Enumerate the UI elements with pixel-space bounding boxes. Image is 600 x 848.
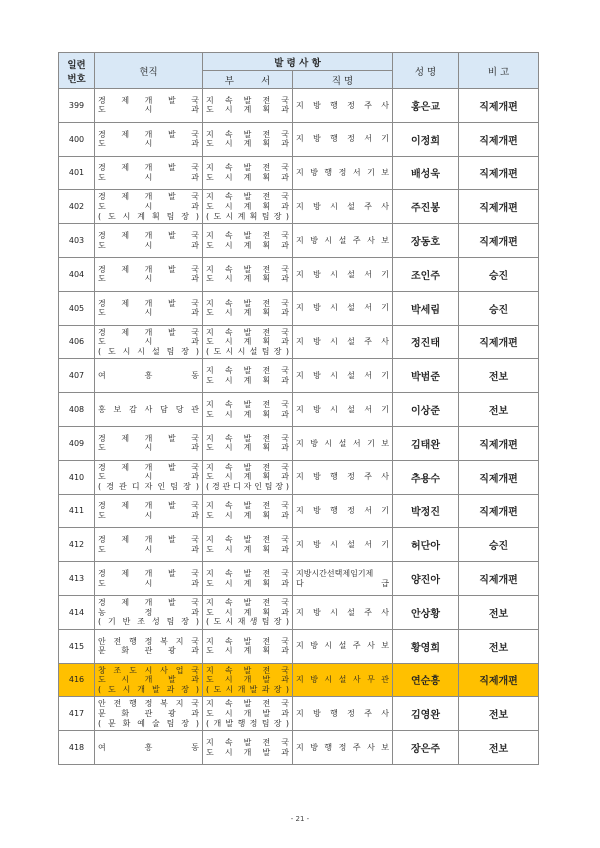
department-cell: 지 속 발 전 국 도 시 개 발 과 ( 도 시 개 발 과 장 ) <box>203 663 293 697</box>
table-row <box>59 562 539 596</box>
note-cell: 직제개편 <box>459 494 539 528</box>
current-post-header: 현직 <box>95 53 203 89</box>
note-cell: 직제개편 <box>459 460 539 494</box>
serial-cell: 408 <box>59 393 95 427</box>
department-cell: 지 속 발 전 국 도 시 계 획 과 <box>203 426 293 460</box>
serial-cell: 412 <box>59 528 95 562</box>
name-cell: 추용수 <box>393 460 459 494</box>
serial-cell: 399 <box>59 89 95 123</box>
table-row <box>59 190 539 224</box>
rank-cell: 지 방 행 정 주 사 <box>293 697 393 731</box>
current-post-cell: 경 제 개 발 국 도 시 과 ( 경 관 디 자 인 팀 장 ) <box>95 460 203 494</box>
note-header: 비 고 <box>459 53 539 89</box>
table-row <box>59 494 539 528</box>
appointment-header: 발 령 사 항 <box>203 53 393 71</box>
rank-cell: 지 방 시 설 서 기 <box>293 257 393 291</box>
table-row <box>59 89 539 123</box>
note-cell: 전보 <box>459 697 539 731</box>
department-cell: 지 속 발 전 국 도 시 계 획 과 <box>203 291 293 325</box>
rank-cell: 지 방 시 설 주 사 <box>293 595 393 629</box>
name-cell: 허단아 <box>393 528 459 562</box>
department-cell: 지 속 발 전 국 도 시 계 획 과 <box>203 89 293 123</box>
table-row <box>59 291 539 325</box>
current-post-cell: 경 제 개 발 국 도 시 과 <box>95 89 203 123</box>
current-post-cell: 경 제 개 발 국 도 시 과 <box>95 528 203 562</box>
rank-cell: 지 방 시 설 서 기 <box>293 393 393 427</box>
name-cell: 배성욱 <box>393 156 459 190</box>
name-cell: 장은주 <box>393 731 459 765</box>
serial-cell: 410 <box>59 460 95 494</box>
name-cell: 안상황 <box>393 595 459 629</box>
rank-cell: 지 방 행 정 주 사 <box>293 89 393 123</box>
department-header: 부 서 <box>203 71 293 89</box>
department-cell: 지 속 발 전 국 도 시 계 획 과 <box>203 629 293 663</box>
department-cell: 지 속 발 전 국 도 시 계 획 과 <box>203 122 293 156</box>
name-cell: 주진봉 <box>393 190 459 224</box>
department-cell: 지 속 발 전 국 도 시 개 발 과 ( 개 발 행 정 팀 장 ) <box>203 697 293 731</box>
serial-cell: 407 <box>59 359 95 393</box>
department-cell: 지 속 발 전 국 도 시 계 획 과 <box>203 393 293 427</box>
current-post-cell: 경 제 개 발 국 도 시 과 <box>95 426 203 460</box>
table-row <box>59 460 539 494</box>
serial-cell: 402 <box>59 190 95 224</box>
note-cell: 직제개편 <box>459 224 539 258</box>
department-cell: 지 속 발 전 국 도 시 계 획 과 <box>203 562 293 596</box>
rank-cell: 지 방 행 정 주 사 <box>293 460 393 494</box>
current-post-cell: 경 제 개 발 국 도 시 과 <box>95 257 203 291</box>
name-cell: 김태완 <box>393 426 459 460</box>
serial-cell: 401 <box>59 156 95 190</box>
department-cell: 지 속 발 전 국 도 시 계 획 과 <box>203 494 293 528</box>
serial-cell: 403 <box>59 224 95 258</box>
rank-cell: 지 방 행 정 서 기 <box>293 494 393 528</box>
department-cell: 지 속 발 전 국 도 시 계 획 과 ( 도 시 계 획 팀 장 ) <box>203 190 293 224</box>
name-cell: 박정진 <box>393 494 459 528</box>
table-row <box>59 393 539 427</box>
current-post-cell: 경 제 개 발 국 도 시 과 <box>95 291 203 325</box>
table-row <box>59 595 539 629</box>
serial-cell: 417 <box>59 697 95 731</box>
serial-cell: 409 <box>59 426 95 460</box>
note-cell: 전보 <box>459 595 539 629</box>
current-post-cell: 홍 보 감 사 담 당 관 <box>95 393 203 427</box>
department-cell: 지 속 발 전 국 도 시 계 획 과 <box>203 528 293 562</box>
table-row <box>59 257 539 291</box>
table-row <box>59 528 539 562</box>
note-cell: 직제개편 <box>459 156 539 190</box>
table-row <box>59 697 539 731</box>
rank-cell: 지 방 행 정 서 기 보 <box>293 156 393 190</box>
name-cell: 박범준 <box>393 359 459 393</box>
note-cell: 직제개편 <box>459 89 539 123</box>
note-cell: 승진 <box>459 257 539 291</box>
rank-cell: 지 방 시 설 주 사 보 <box>293 224 393 258</box>
serial-cell: 415 <box>59 629 95 663</box>
serial-cell: 405 <box>59 291 95 325</box>
rank-cell: 지 방 시 설 사 무 관 <box>293 663 393 697</box>
rank-cell: 지 방 시 설 서 기 보 <box>293 426 393 460</box>
note-cell: 승진 <box>459 291 539 325</box>
rank-cell: 지 방 시 설 주 사 <box>293 325 393 359</box>
department-cell: 지 속 발 전 국 도 시 계 획 과 <box>203 359 293 393</box>
rank-header: 직 명 <box>293 71 393 89</box>
current-post-cell: 경 제 개 발 국 도 시 과 <box>95 562 203 596</box>
current-post-cell: 안 전 행 정 복 지 국 문 화 관 광 과 <box>95 629 203 663</box>
table-row <box>59 359 539 393</box>
serial-cell: 404 <box>59 257 95 291</box>
current-post-cell: 경 제 개 발 국 도 시 과 <box>95 122 203 156</box>
current-post-cell: 경 제 개 발 국 도 시 과 <box>95 494 203 528</box>
serial-cell: 413 <box>59 562 95 596</box>
note-cell: 직제개편 <box>459 190 539 224</box>
name-cell: 조인주 <box>393 257 459 291</box>
table-row <box>59 629 539 663</box>
table-row <box>59 663 539 697</box>
current-post-cell: 여 흥 동 <box>95 359 203 393</box>
table-row <box>59 224 539 258</box>
rank-cell: 지 방 시 설 서 기 <box>293 528 393 562</box>
current-post-cell: 경 제 개 발 국 도 시 과 <box>95 224 203 258</box>
page-number: - 21 - <box>290 815 310 823</box>
note-cell: 전보 <box>459 359 539 393</box>
department-cell: 지 속 발 전 국 도 시 개 발 과 <box>203 731 293 765</box>
note-cell: 승진 <box>459 528 539 562</box>
table-row <box>59 156 539 190</box>
rank-cell: 지 방 시 설 서 기 <box>293 291 393 325</box>
current-post-cell: 경 제 개 발 국 도 시 과 ( 도 시 계 획 팀 장 ) <box>95 190 203 224</box>
serial-cell: 406 <box>59 325 95 359</box>
table-row <box>59 122 539 156</box>
rank-cell: 지 방 행 정 주 사 보 <box>293 731 393 765</box>
department-cell: 지 속 발 전 국 도 시 계 획 과 ( 도 시 시 설 팀 장 ) <box>203 325 293 359</box>
department-cell: 지 속 발 전 국 도 시 계 획 과 ( 경 관 디 자 인 팀 장 ) <box>203 460 293 494</box>
name-cell: 이상준 <box>393 393 459 427</box>
department-cell: 지 속 발 전 국 도 시 계 획 과 ( 도 시 재 생 팀 장 ) <box>203 595 293 629</box>
serial-cell: 418 <box>59 731 95 765</box>
rank-cell: 지 방 행 정 서 기 <box>293 122 393 156</box>
name-cell: 황영희 <box>393 629 459 663</box>
department-cell: 지 속 발 전 국 도 시 계 획 과 <box>203 156 293 190</box>
department-cell: 지 속 발 전 국 도 시 계 획 과 <box>203 224 293 258</box>
rank-cell: 지 방 시 설 서 기 <box>293 359 393 393</box>
current-post-cell: 창 조 도 시 사 업 국 도 시 개 발 과 ( 도 시 개 발 과 장 ) <box>95 663 203 697</box>
appointment-table <box>58 52 539 765</box>
serial-cell: 414 <box>59 595 95 629</box>
department-cell: 지 속 발 전 국 도 시 계 획 과 <box>203 257 293 291</box>
name-header: 성 명 <box>393 53 459 89</box>
rank-cell: 지 방 시 설 주 사 보 <box>293 629 393 663</box>
serial-header: 일련 번호 <box>59 53 95 89</box>
name-cell: 양진아 <box>393 562 459 596</box>
note-cell: 직제개편 <box>459 122 539 156</box>
table-row <box>59 426 539 460</box>
current-post-cell: 경 제 개 발 국 도 시 과 ( 도 시 시 설 팀 장 ) <box>95 325 203 359</box>
current-post-cell: 경 제 개 발 국 도 시 과 <box>95 156 203 190</box>
note-cell: 직제개편 <box>459 325 539 359</box>
note-cell: 직제개편 <box>459 562 539 596</box>
current-post-cell: 안 전 행 정 복 지 국 문 화 관 광 과 ( 문 화 예 술 팀 장 ) <box>95 697 203 731</box>
current-post-cell: 여 흥 동 <box>95 731 203 765</box>
name-cell: 장동호 <box>393 224 459 258</box>
note-cell: 직제개편 <box>459 663 539 697</box>
name-cell: 홍은교 <box>393 89 459 123</box>
name-cell: 박세림 <box>393 291 459 325</box>
name-cell: 정진태 <box>393 325 459 359</box>
rank-cell: 지 방 시 설 주 사 <box>293 190 393 224</box>
table-row <box>59 325 539 359</box>
serial-cell: 411 <box>59 494 95 528</box>
rank-cell: 지방시간선택제임기제 다 급 <box>293 562 393 596</box>
table-row <box>59 731 539 765</box>
name-cell: 이정희 <box>393 122 459 156</box>
current-post-cell: 경 제 개 발 국 농 정 과 ( 기 반 조 성 팀 장 ) <box>95 595 203 629</box>
serial-cell: 416 <box>59 663 95 697</box>
note-cell: 전보 <box>459 629 539 663</box>
note-cell: 전보 <box>459 393 539 427</box>
note-cell: 직제개편 <box>459 426 539 460</box>
name-cell: 김영완 <box>393 697 459 731</box>
name-cell: 연순흥 <box>393 663 459 697</box>
serial-cell: 400 <box>59 122 95 156</box>
note-cell: 전보 <box>459 731 539 765</box>
